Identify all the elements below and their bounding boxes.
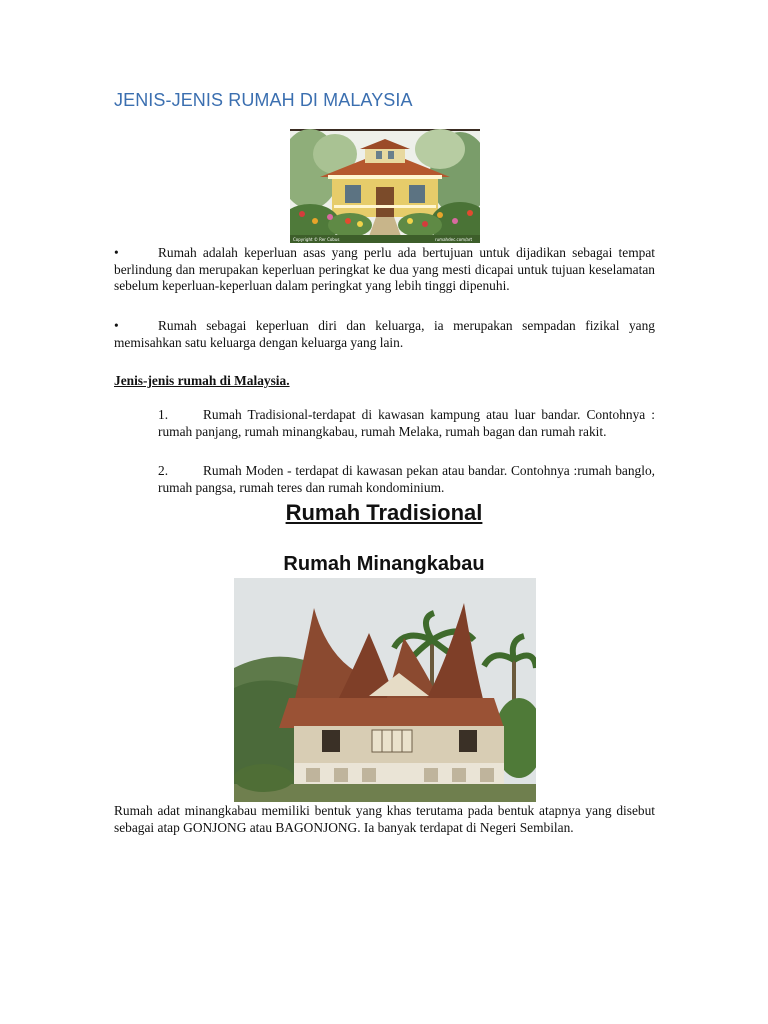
section-heading: Jenis-jenis rumah di Malaysia. [114,373,290,388]
bullet-marker: • [114,245,119,260]
list-item-text: Rumah Tradisional-terdapat di kawasan kampung atau luar bandar. Contohnya : rumah panjang, rumah minangkabau, rumah Melaka, rumah bagan dan rumah rakit. [158,407,655,439]
minangkabau-caption: Rumah adat minangkabau memiliki bentuk yang khas terutama pada bentuk atapnya yang disebut sebagai atap GONJONG atau BAGONJONG. Ia banyak terdapat di Negeri Sembilan. [114,803,655,835]
list-number: 1. [158,407,169,422]
intro-paragraph-2 [114,318,655,351]
list-item-text: Rumah Moden - terdapat di kawasan pekan atau bandar. Contohnya :rumah banglo, rumah pangsa, rumah teres dan rumah kondominium. [158,463,655,495]
page-title: JENIS-JENIS RUMAH DI MALAYSIA [114,90,413,110]
intro-paragraph-1-text: Rumah adalah keperluan asas yang perlu ada bertujuan untuk dijadikan sebagai tempat berlindung dan merupakan keperluan peringkat ke dua yang mesti dicapai untuk tujuan keselamatan sebelum keperluan-keperluan dalam peringkat yang lebih tinggi dipenuhi. [114,245,655,293]
intro-paragraph-2-text: Rumah sebagai keperluan diri dan keluarga, ia merupakan sempadan fizikal yang memisahkan satu keluarga dengan keluarga yang lain. [114,318,655,350]
list-item [158,407,655,440]
bullet-marker: • [114,318,119,333]
illustration-credit-left: Copyright © Rer Cobus [293,237,340,242]
traditional-house-heading: Rumah Tradisional [285,500,483,525]
illustration-credit-right: rumahdec.com/art [435,237,473,242]
list-item [158,463,655,496]
minangkabau-house-photo [234,578,536,802]
minangkabau-heading: Rumah Minangkabau [283,553,485,575]
intro-paragraph-1 [114,245,655,295]
house-painting-image [290,129,480,243]
list-number: 2. [158,463,169,478]
